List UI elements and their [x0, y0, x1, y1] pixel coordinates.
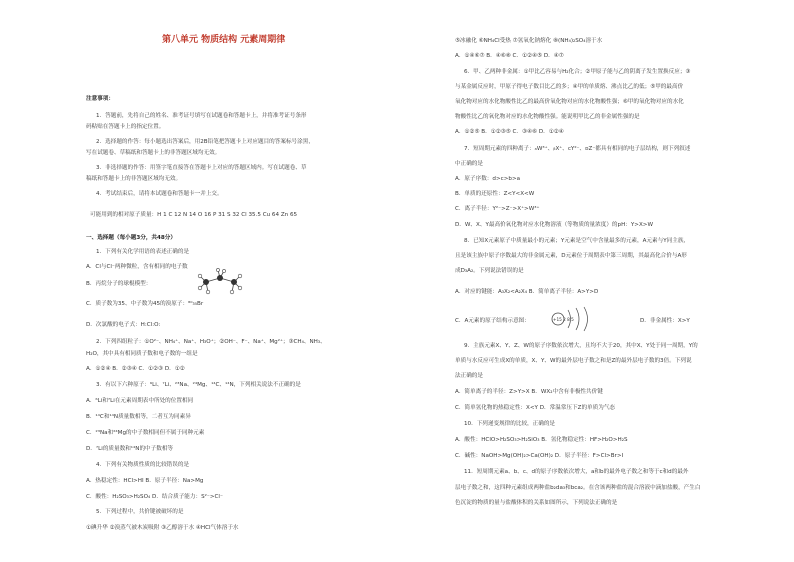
left-line: 4．考试结束后，请将本试题卷和答题卡一并上交。: [96, 191, 223, 197]
left-line: 2．下列四组粒子：①O²⁻、NH₄⁺、Na⁺、H₃O⁺；②OH⁻、F⁻、Na⁺、Mg²⁺；③CH₄、NH₃、: [96, 339, 326, 345]
left-line: 4．下列有关物质性质的比较错误的是: [96, 462, 190, 468]
right-line: 色沉淀的物质的量与盐酸体积的关系如图所示，下列说法正确的是: [455, 500, 618, 506]
right-line: 层电子数之和，这四种元素组成两种盐b₂da₃和bca₂。在含该两种盐的混合溶液中滴加盐酸，产生白: [455, 485, 701, 491]
right-line: 单质与水反应可生成X的单质，X、Y、W的最外层电子数之和是Z的最外层电子数的3倍。下列说: [455, 358, 692, 364]
left-line: C．酸性：H₂SO₃>H₂SO₄ D．结合质子能力：S²⁻>Cl⁻: [86, 494, 223, 500]
right-line: 中正确的是: [455, 161, 483, 167]
right-line: C．离子半径：Y²⁻>Z⁻>X⁺>W³⁺: [455, 206, 540, 212]
right-line: 且是该主族中原子序数最大的非金属元素，D元素位于周期表中第三周期，其最高化合价与A形: [455, 253, 687, 259]
right-line: A．酸性：HClO>H₂SO₃>H₂SiO₃ B．氢化物稳定性：HF>H₂O>H₂S: [455, 437, 628, 443]
right-line: A．①②⑤ B．①②③⑤ C．③④⑥ D．①②④: [455, 129, 564, 135]
propane-ball-stick-model: [196, 268, 244, 296]
right-line: A．简单离子的半径：Z>Y>X B．WX₂中含有非极性共价键: [455, 389, 603, 395]
page-title: 第八单元 物质结构 元素周期律: [162, 35, 286, 45]
left-line: D．次氯酸的电子式：H:Cl:O:: [86, 322, 161, 328]
left-line: H₂O，其中具有相同质子数和电子数的一组是: [86, 351, 198, 357]
left-line: A．⁶Li和⁷Li在元素周期表中所处的位置相同: [86, 398, 194, 404]
right-line: C．A元素的原子结构示意图：: [455, 318, 530, 324]
right-line: 11．短周期元素a、b、c、d的原子序数依次增大，a和b的最外电子数之和等于c和d的最外: [464, 469, 689, 475]
right-line: ⑤冰融化 ⑥NH₄Cl受热 ⑦氢氧化钠熔化 ⑧(NH₄)₂SO₄溶于水: [455, 38, 603, 44]
right-line: 与某金属反应时，甲原子得电子数目比乙的多；④甲的单质熔、沸点比乙的低；⑤甲的最高价: [455, 84, 684, 90]
left-line: C．质子数为35、中子数为45的溴原子：⁸⁰₃₅Br: [86, 301, 204, 307]
right-line: C．碱性：NaOH>Mg(OH)₂>Ca(OH)₂ D．原子半径：F>Cl>Br>I: [455, 453, 624, 459]
right-line: D．非金属性：X>Y: [640, 318, 690, 324]
right-line: 物酸性比乙的氧化物对应的水化物酸性强。能说明甲比乙的非金属性强的是: [455, 114, 640, 120]
right-line: 成D₃A₂。下列说法错误的是: [455, 268, 524, 274]
left-line: B．¹⁴C和¹⁴N质量数相等，二者互为同素异: [86, 414, 191, 420]
right-line: A．原子序数：d>c>b>a: [455, 176, 521, 182]
right-line: C．简单氢化物的热稳定性：X<Y D．常温常压下Z的单质为气态: [455, 405, 616, 411]
left-line: ①碘升华 ②溴蒸气被木炭吸附 ③乙醇溶于水 ④HCl气体溶于水: [86, 525, 239, 531]
atom-structure-diagram: [548, 304, 600, 334]
right-line: B．单质的还原性：Z<Y<X<W: [455, 191, 535, 197]
left-line: A．热稳定性：HCl>HI B．原子半径：Na>Mg: [86, 478, 204, 484]
left-line: 1．下列有关化学用语的表述正确的是: [96, 249, 190, 255]
right-line: 7．短周期元素的四种离子：ₐW³⁺、ᵦX⁺、ᴄY²⁻、ᴅZ⁻都具有相同的电子层结构，则下列叙述: [464, 146, 691, 152]
right-line: 6．甲、乙两种非金属：①甲比乙容易与H₂化合；②甲原子能与乙的阴离子发生置换反应；③: [464, 69, 691, 75]
left-line: 写在试题卷、草稿纸和答题卡上的非答题区域均无效。: [86, 150, 221, 156]
left-line: D．⁷Li的质量数和¹⁴N的中子数相等: [86, 446, 174, 452]
left-line: 3．有以下六种原子：⁶Li、⁷Li、²³Na、²⁴Mg、¹⁴C、¹⁴N，下列相关说法不正确的是: [96, 382, 301, 388]
right-line: D．W、X、Y最高价氧化物对应水化物溶液（等物质的量浓度）的pH：Y>X>W: [455, 222, 654, 228]
right-line: 10．下列递变规律的比较，正确的是: [464, 421, 556, 427]
right-line: A．①④⑥⑦ B．④⑥⑧ C．①②④⑤ D．④⑦: [455, 53, 564, 59]
left-line: 3．非选择题的作答：用签字笔直接答在答题卡上对应的答题区域内。写在试题卷、草: [96, 165, 307, 171]
right-line: 法正确的是: [455, 373, 483, 379]
left-line: 1．答题前，先将自己的姓名、准考证号填写在试题卷和答题卡上，并将准考证号条形: [96, 113, 307, 119]
left-line: 5．下列过程中，共价键被破坏的是: [96, 509, 184, 515]
left-line: A．Cl与Cl⁻两种微粒，含有相同的电子数: [86, 264, 188, 270]
right-line: 氧化物对应的水化物酸性比乙的最高价氧化物对应的水化物酸性强；⑥甲的氧化物对应的水化: [455, 99, 684, 105]
left-line: 码粘贴在答题卡上的指定位置。: [86, 124, 165, 130]
left-line: 可能用到的相对原子质量：H 1 C 12 N 14 O 16 P 31 S 32 Cl 35.5 Cu 64 Zn 65: [90, 212, 298, 218]
left-line: 2．选择题的作答：每小题选出答案后，用2B铅笔把答题卡上对应题目的答案标号涂黑，: [96, 139, 314, 145]
left-line: A．①②④ B．②③④ C．①②③ D．①②: [86, 366, 185, 372]
left-line: 一、选择题（每小题3分，共48分）: [86, 235, 176, 241]
left-line: C．²³Na和²⁴Mg的中子数相同但不属于同种元素: [86, 430, 205, 436]
atom-label: +15 2 8 5: [553, 317, 574, 322]
right-line: 8．已知X元素原子中质量最小的元素；Y元素是空气中含量最多的元素，A元素与Y同主族，: [464, 238, 690, 244]
left-line: B．丙烷分子的球棍模型：: [86, 281, 152, 287]
left-line: 注意事项：: [86, 96, 114, 102]
left-line: 稿纸和答题卡上的非答题区域均无效。: [86, 176, 182, 182]
right-line: A．对应的键能：A₃X₂<A₂X₄ B．简单离子半径：A>Y>D: [455, 289, 599, 295]
right-line: 9．主族元素X、Y、Z、W的原子序数依次增大，且均不大于20，其中X、Y处于同一周期，Y的: [464, 343, 698, 349]
